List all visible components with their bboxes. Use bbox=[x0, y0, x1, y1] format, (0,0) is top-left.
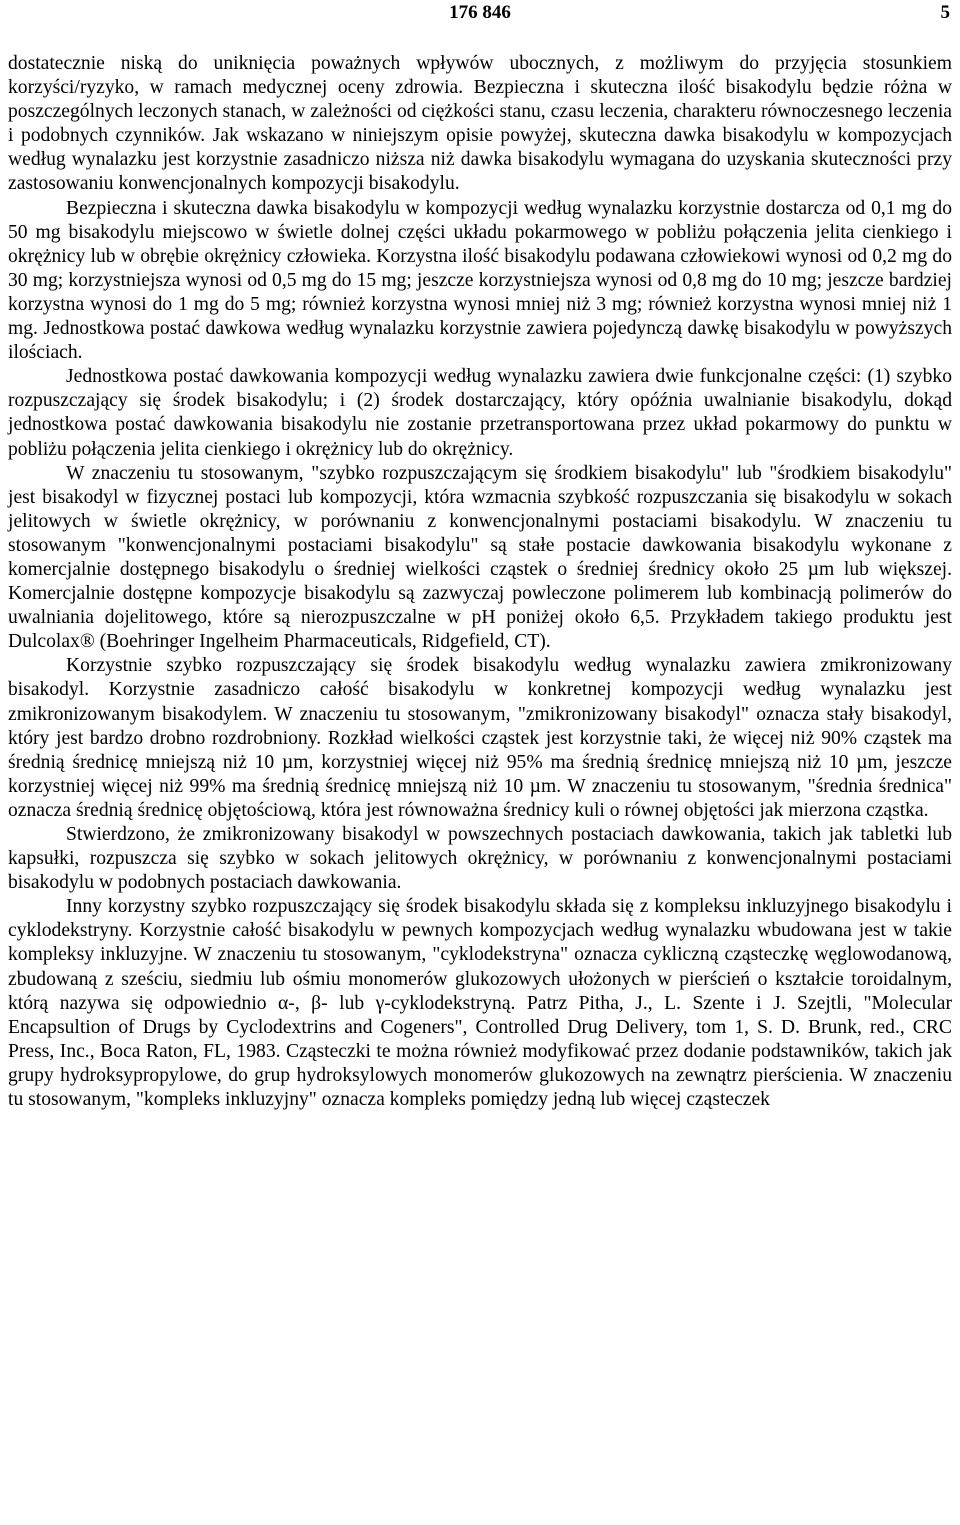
page-header bbox=[0, 2, 960, 28]
paragraph-unit-dosage-form: Jednostkowa postać dawkowania kompozycji według wynalazku zawiera dwie funkcjonalne części: (1) szybko rozpuszczający się środek bisakodylu; i (2) środek dostarczający, który opóźnia uwalnianie bisakodylu, dokąd jednostkowa postać dawkowania bisakodylu nie zostanie przetransportowana przez układ pokarmowy do punktu w pobliżu połączenia jelita cienkiego i okrężnicy lub do okrężnicy. bbox=[8, 366, 952, 460]
page-number: 5 bbox=[940, 2, 950, 23]
document-number: 176 846 bbox=[449, 2, 511, 23]
paragraph-dissolution-finding: Stwierdzono, że zmikronizowany bisakodyl w powszechnych postaciach dawkowania, takich jak tabletki lub kapsułki, rozpuszcza się szybko w sokach jelitowych okrężnicy, w porównaniu z konwencjonalnymi postaciami bisakodylu w podobnych postaciach dawkowania. bbox=[8, 824, 952, 894]
paragraph-rapid-dissolving-agent: W znaczeniu tu stosowanym, "szybko rozpuszczającym się środkiem bisakodylu" lub "środkiem bisakodylu" jest bisakodyl w fizycznej postaci lub kompozycji, która wzmacnia szybkość rozpuszczania się bisakodylu w sokach jelitowych w świetle okrężnicy, w porównaniu z konwencjonalnymi postaciami bisakodylu. W znaczeniu tu stosowanym "konwencjonalnymi postaciami bisakodylu" są stałe postacie dawkowania bisakodylu wykonane z komercjalnie dostępnego bisakodylu o średniej wielkości cząstek o średniej średnicy około 25 µm lub większej. Komercjalnie dostępne kompozycje bisakodylu są zazwyczaj powleczone polimerem lub kombinacją polimerów do uwalniania dojelitowego, które są nierozpuszczalne w pH poniżej około 6,5. Przykładem takiego produktu jest Dulcolax® (Boehringer Ingelheim Pharmaceuticals, Ridgefield, CT). bbox=[8, 462, 952, 653]
paragraph-cyclodextrin-complex: Inny korzystny szybko rozpuszczający się środek bisakodylu składa się z kompleksu inkluzyjnego bisakodylu i cyklodekstryny. Korzystnie całość bisakodylu w pewnych kompozycjach według wynalazku wbudowana jest w takie kompleksy inkluzyjne. W znaczeniu tu stosowanym, "cyklodekstryna" oznacza cykliczną cząsteczkę węglowodanową, zbudowaną z sześciu, siedmiu lub ośmiu monomerów glukozowych ułożonych w pierścień o kształcie toroidalnym, którą nazywa się odpowiednio α-, β- lub γ-cyklodekstryną. Patrz Pitha, J., L. Szente i J. Szejtli, "Molecular Encapsultion of Drugs by Cyclodextrins and Cogeners", Controlled Drug Delivery, tom 1, S. D. Brunk, red., CRC Press, Inc., Boca Raton, FL, 1983. Cząsteczki te można również modyfikować przez dodanie podstawników, takich jak grupy hydroksypropylowe, do grup hydroksylowych monomerów glukozowych na zewnątrz pierścienia. W znaczeniu tu stosowanym, "kompleks inkluzyjny" oznacza kompleks pomiędzy jedną lub więcej cząsteczek bbox=[8, 896, 952, 1111]
paragraph-safe-effective-dose: Bezpieczna i skuteczna dawka bisakodylu w kompozycji według wynalazku korzystnie dostarcza od 0,1 mg do 50 mg bisakodylu miejscowo w świetle dolnej części układu pokarmowego w pobliżu połączenia jelita cienkiego i okrężnicy lub w obrębie okrężnicy człowieka. Korzystna ilość bisakodylu podawana człowiekowi wynosi od 0,2 mg do 30 mg; korzystniejsza wynosi od 0,5 mg do 15 mg; jeszcze korzystniejsza wynosi od 0,8 mg do 10 mg; jeszcze bardziej korzystna wynosi do 1 mg do 5 mg; również korzystna wynosi mniej niż 3 mg; również korzystna wynosi mniej niż 1 mg. Jednostkowa postać dawkowa według wynalazku korzystnie zawiera pojedynczą dawkę bisakodylu w powyższych ilościach. bbox=[8, 197, 952, 364]
body-text bbox=[8, 52, 952, 1112]
paragraph-dose-safety-continued: dostatecznie niską do uniknięcia poważnych wpływów ubocznych, z możliwym do przyjęcia stosunkiem korzyści/ryzyko, w ramach medycznej oceny zdrowia. Bezpieczna i skuteczna ilość bisakodylu będzie różna w poszczególnych leczonych stanach, w zależności od ciężkości stanu, czasu leczenia, charakteru równoczesnego leczenia i podobnych czynników. Jak wskazano w niniejszym opisie powyżej, skuteczna dawka bisakodylu w kompozycjach według wynalazku jest korzystnie zasadniczo niższa niż dawka bisakodylu wymagana do uzyskania skuteczności przy zastosowaniu konwencjonalnych kompozycji bisakodylu. bbox=[8, 53, 952, 195]
paragraph-micronized-bisacodyl: Korzystnie szybko rozpuszczający się środek bisakodylu według wynalazku zawiera zmikronizowany bisakodyl. Korzystnie zasadniczo całość bisakodylu w konkretnej kompozycji według wynalazku jest zmikronizowanym bisakodylem. W znaczeniu tu stosowanym, "zmikronizowany bisakodyl" oznacza stały bisakodyl, który jest bardzo drobno rozdrobniony. Rozkład wielkości cząstek jest korzystnie taki, że więcej niż 90% cząstek ma średnią średnicę mniejszą niż 10 µm, korzystniej więcej niż 95% ma średnią średnicę mniejszą niż 10 µm, jeszcze korzystniej więcej niż 99% ma średnią średnicę mniejszą niż 10 µm. W znaczeniu tu stosowanym, "średnia średnica" oznacza średnią średnicę objętościową, która jest równoważna średnicy kuli o równej objętości jak mierzona cząstka. bbox=[8, 655, 952, 821]
